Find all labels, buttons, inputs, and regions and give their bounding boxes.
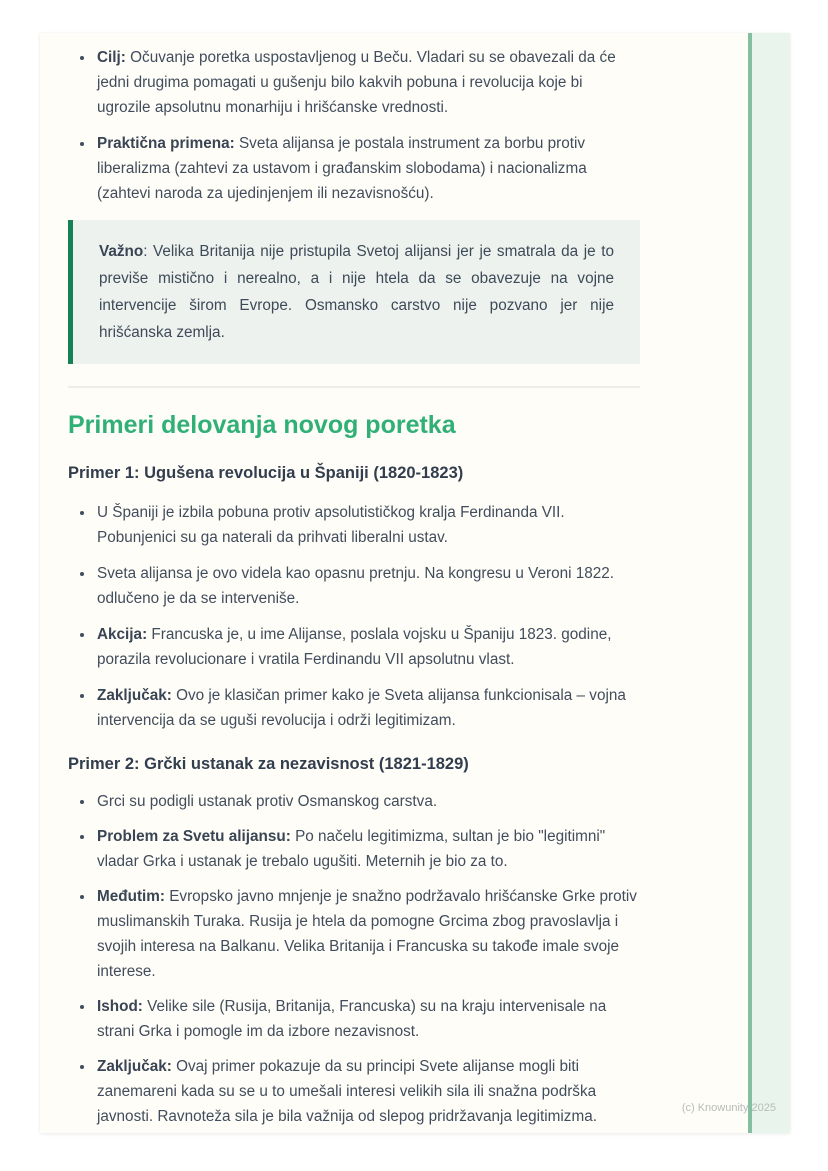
important-callout (68, 220, 640, 364)
example1-title: Primer 1: Ugušena revolucija u Španiji (1820-1823) (68, 464, 464, 482)
list-item (95, 884, 640, 984)
bullet-lead: Problem za Svetu alijansu: (97, 828, 291, 845)
list-item (95, 683, 640, 733)
list-item (95, 1054, 640, 1129)
bullet-text: Grci su podigli ustanak protiv Osmanskog carstva. (97, 793, 438, 810)
bullet-lead: Akcija: (97, 626, 148, 643)
bullet-text: Po načelu legitimizma, sultan je bio "legitimni" vladar Grka i ustanak je trebalo ugušiti. Meternih je bio za to. (97, 828, 606, 870)
callout-text: : Velika Britanija nije pristupila Svetoj alijansi jer je smatrala da je to previše mistično i nerealno, a i nije htela da se obavezuje na vojne intervencije širom Evrope. Osmansko carstvo nije pozvano jer nije hrišćanska zemlja. (99, 243, 614, 341)
list-item (95, 789, 640, 814)
bullet-text: Sveta alijansa je ovo videla kao opasnu pretnju. Na kongresu u Veroni 1822. odlučeno je da se interveniše. (97, 565, 615, 607)
list-item (95, 994, 640, 1044)
callout-lead: Važno (99, 243, 144, 260)
list-item (95, 561, 640, 611)
document-page (40, 33, 790, 1133)
bullet-lead: Međutim: (97, 888, 165, 905)
bullet-text: U Španiji je izbila pobuna protiv apsolutističkog kralja Ferdinanda VII. Pobunjenici su ga naterali da prihvati liberalni ustav. (97, 504, 565, 546)
copyright-watermark: (c) Knowunity 2025 (681, 1102, 776, 1114)
bullet-lead: Zaključak: (97, 1058, 172, 1075)
bullet-text: Očuvanje poretka uspostavljenog u Beču. Vladari su se obavezali da će jedni drugima pomagati u gušenju bilo kakvih pobuna i revolucija koje bi ugrozile apsolutnu monarhiju i hrišćanske vrednosti. (97, 49, 616, 116)
section-heading: Primeri delovanja novog poretka (68, 411, 456, 439)
bullet-text: Velike sile (Rusija, Britanija, Francuska) su na kraju intervenisale na strani Grka i pomogle im da izbore nezavisnost. (97, 998, 607, 1040)
bullet-lead: Ishod: (97, 998, 143, 1015)
list-item (95, 131, 640, 206)
bullet-text: Sveta alijansa je postala instrument za borbu protiv liberalizma (zahtevi za ustavom i građanskim slobodama) i nacionalizma (zahtevi naroda za ujedinjenjem ili nezavisnošću). (97, 135, 587, 202)
intro-bullet-list (68, 45, 640, 206)
list-item (95, 622, 640, 672)
list-item (95, 45, 640, 120)
list-item (95, 500, 640, 550)
bullet-lead: Cilj: (97, 49, 126, 66)
section-divider (68, 386, 640, 388)
bullet-text: Francuska je, u ime Alijanse, poslala vojsku u Španiju 1823. godine, porazila revolucionare i vratila Ferdinandu VII apsolutnu vlast. (97, 626, 612, 668)
list-item (95, 824, 640, 874)
example1-bullet-list (68, 500, 640, 733)
bullet-text: Ovo je klasičan primer kako je Sveta alijansa funkcionisala – vojna intervencija da se uguši revolucija i održi legitimizam. (97, 687, 626, 729)
bullet-lead: Praktična primena: (97, 135, 235, 152)
page-right-green-strip (748, 33, 790, 1133)
document-content (68, 45, 640, 1129)
example2-bullet-list (68, 789, 640, 1129)
example2-title: Primer 2: Grčki ustanak za nezavisnost (1821-1829) (68, 755, 469, 773)
bullet-text: Evropsko javno mnjenje je snažno podržavalo hrišćanske Grke protiv muslimanskih Turaka. Rusija je htela da pomogne Grcima zbog pravoslavlja i svojih interesa na Balkanu. Velika Britanija i Francuska su takođe imale svoje interese. (97, 888, 637, 980)
bullet-text: Ovaj primer pokazuje da su principi Svete alijanse mogli biti zanemareni kada su se u to umešali interesi velikih sila ili snažna podrška javnosti. Ravnoteža sila je bila važnija od slepog pridržavanja legitimizma. (97, 1058, 597, 1125)
bullet-lead: Zaključak: (97, 687, 172, 704)
